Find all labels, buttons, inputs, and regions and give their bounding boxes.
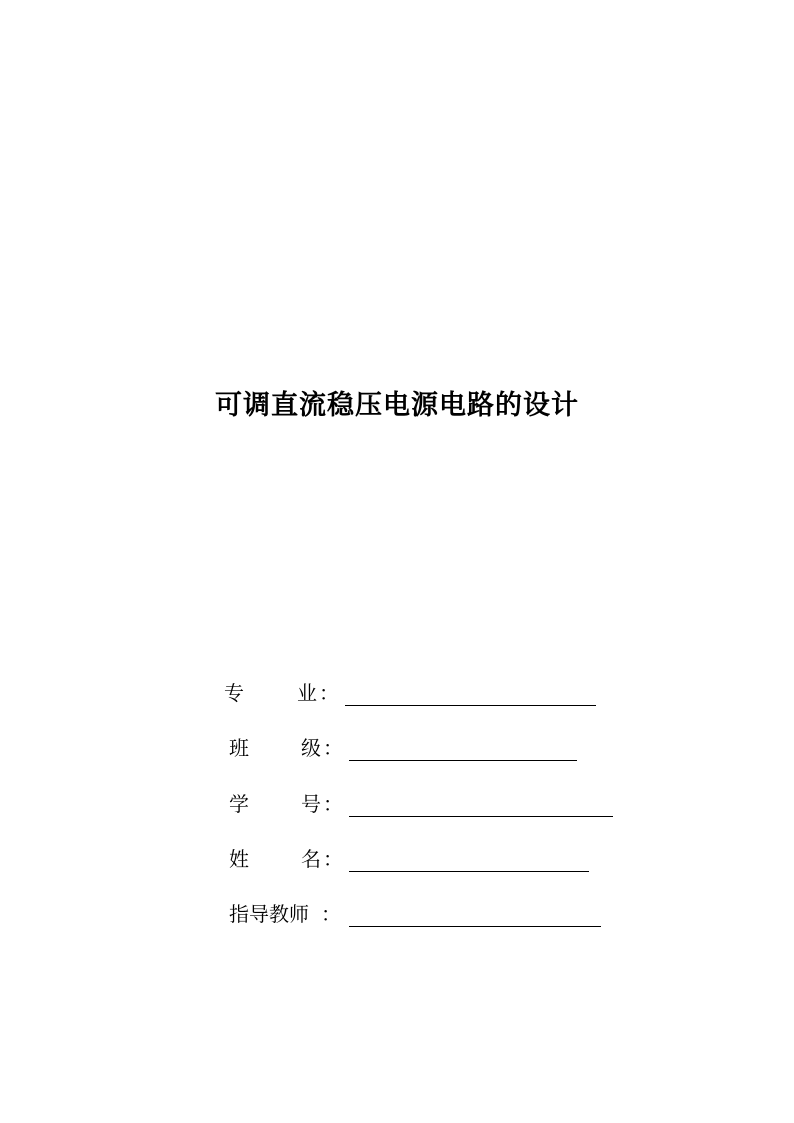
field-advisor-label: 指导教师 [229,902,309,926]
field-name [0,844,794,874]
field-class-char-2: 级 [301,736,321,760]
field-student-id-input-line[interactable] [349,816,613,817]
document-title: 可调直流稳压电源电路的设计 [215,390,579,421]
field-name-char-1: 姓 [229,847,249,871]
field-student-id-char-2: 号 [301,792,321,816]
field-name-colon: ： [323,847,343,871]
field-major-colon: ： [319,681,339,705]
field-name-char-2: 名 [301,847,321,871]
field-advisor [0,899,794,929]
field-class [0,733,794,763]
field-class-colon: ： [323,736,343,760]
field-major-input-line[interactable] [345,705,596,706]
field-student-id [0,789,794,819]
field-advisor-input-line[interactable] [349,926,601,927]
field-advisor-colon: ： [321,902,341,926]
field-name-input-line[interactable] [349,871,589,872]
field-major-char-1: 专 [224,681,244,705]
field-class-input-line[interactable] [349,760,577,761]
field-major [0,678,794,708]
field-major-char-2: 业 [297,681,317,705]
field-student-id-colon: ： [323,792,343,816]
field-class-char-1: 班 [229,736,249,760]
field-student-id-char-1: 学 [229,792,249,816]
